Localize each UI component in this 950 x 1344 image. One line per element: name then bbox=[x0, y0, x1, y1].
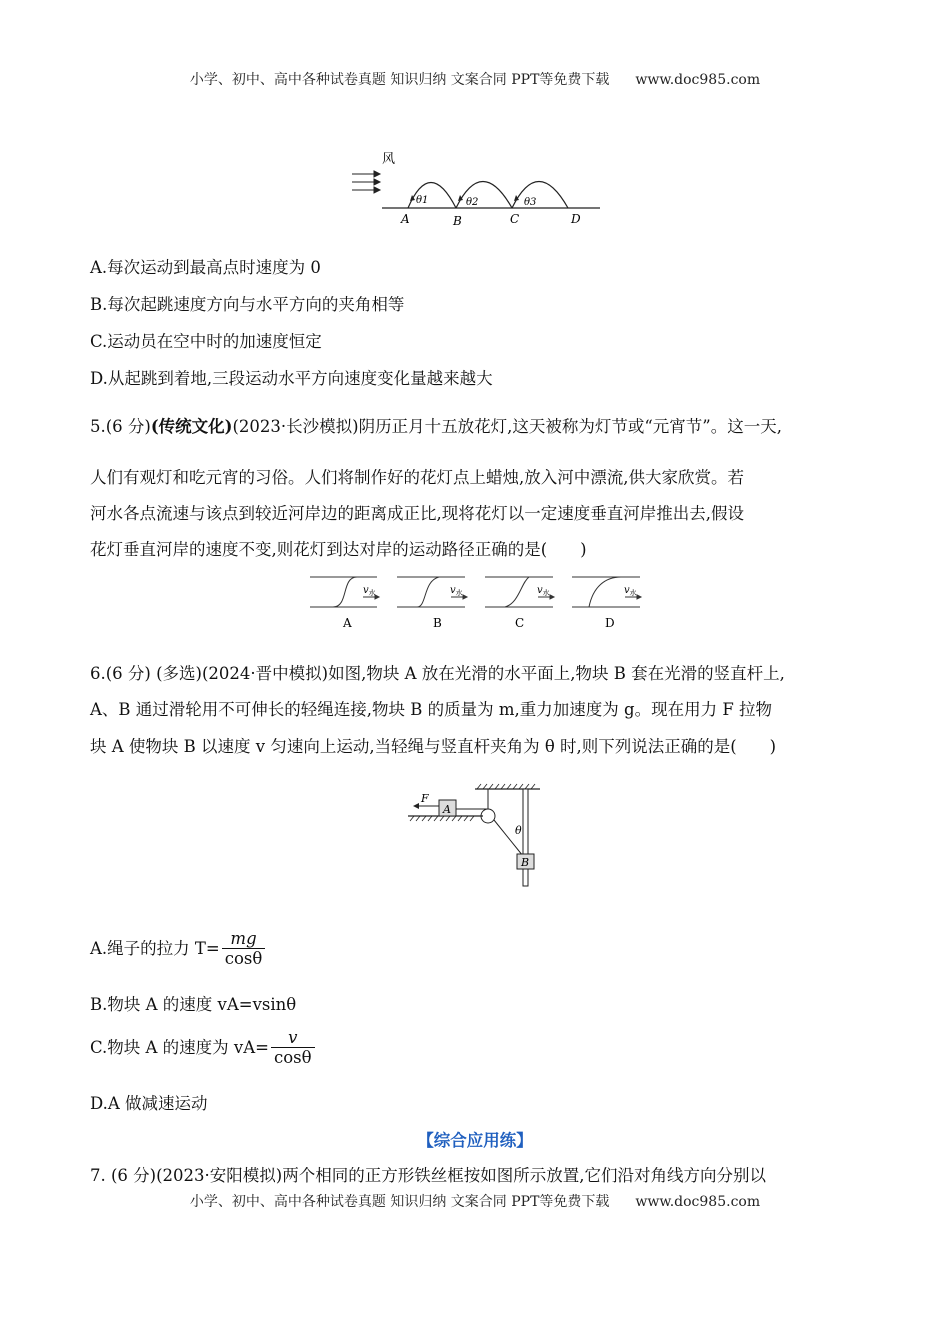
footer-text: 小学、初中、高中各种试卷真题 知识归纳 文案合同 PPT等免费下载 bbox=[189, 1194, 610, 1210]
label-a: A bbox=[343, 616, 352, 630]
point-D: D bbox=[571, 212, 581, 226]
block-b-label: B bbox=[521, 856, 530, 869]
label-d: D bbox=[605, 616, 615, 630]
q6-option-c-text: C.物块 A 的速度为 vA= bbox=[90, 1038, 269, 1057]
jump-trajectory-figure bbox=[340, 145, 610, 230]
q5-line3: 河水各点流速与该点到较近河岸边的距离成正比,现将花灯以一定速度垂直河岸推出去,假设 bbox=[90, 504, 744, 523]
angle-theta1: θ1 bbox=[416, 195, 429, 206]
section-heading: 【综合应用练】 bbox=[417, 1131, 533, 1150]
wind-arrows bbox=[352, 171, 380, 193]
vertical-rod bbox=[523, 789, 528, 886]
q7-line1: 7. (6 分)(2023·安阳模拟)两个相同的正方形铁丝框按如图所示放置,它们沿对角线方向分别以 bbox=[90, 1166, 766, 1185]
q5-number: 5.(6 分) bbox=[90, 417, 151, 436]
q4-option-c: C.运动员在空中时的加速度恒定 bbox=[90, 332, 322, 351]
q5-line1 bbox=[90, 413, 782, 437]
header-text: 小学、初中、高中各种试卷真题 知识归纳 文案合同 PPT等免费下载 bbox=[189, 72, 610, 88]
wind-label: 风 bbox=[382, 152, 396, 167]
q6-option-a bbox=[90, 930, 267, 969]
q6-line3: 块 A 使物块 B 以速度 v 匀速向上运动,当轻绳与竖直杆夹角为 θ 时,则下列说法正确的是( ) bbox=[90, 737, 777, 756]
pulley-figure bbox=[405, 776, 555, 891]
footer-url[interactable]: www.doc985.com bbox=[635, 1194, 761, 1210]
q4-option-d: D.从起跳到着地,三段运动水平方向速度变化量越来越大 bbox=[90, 369, 493, 388]
fraction-v-cos bbox=[271, 1029, 315, 1068]
q6-option-a-text: A.绳子的拉力 T= bbox=[90, 939, 220, 958]
fraction-mg-cos bbox=[222, 930, 266, 969]
velocity-label-d: $v_水$ bbox=[624, 585, 637, 597]
q6-option-d: D.A 做减速运动 bbox=[90, 1094, 208, 1113]
velocity-label-b: $v_水$ bbox=[450, 585, 463, 597]
fraction-numerator: mg bbox=[222, 930, 266, 949]
label-c: C bbox=[515, 616, 525, 630]
point-C: C bbox=[510, 212, 520, 226]
velocity-label-a: $v_水$ bbox=[363, 585, 376, 597]
q5-line1-text: (2023·长沙模拟)阴历正月十五放花灯,这天被称为灯节或“元宵节”。这一天, bbox=[232, 417, 782, 436]
fraction-denominator: cosθ bbox=[274, 1048, 312, 1067]
q6-option-b: B.物块 A 的速度 vA=vsinθ bbox=[90, 995, 297, 1014]
q5-line2: 人们有观灯和吃元宵的习俗。人们将制作好的花灯点上蜡烛,放入河中漂流,供大家欣赏。若 bbox=[90, 468, 744, 487]
q4-option-b: B.每次起跳速度方向与水平方向的夹角相等 bbox=[90, 295, 405, 314]
q4-option-a: A.每次运动到最高点时速度为 0 bbox=[90, 258, 321, 277]
q6-line1: 6.(6 分) (多选)(2024·晋中模拟)如图,物块 A 放在光滑的水平面上,物块 B 套在光滑的竖直杆上, bbox=[90, 664, 785, 683]
velocity-label-c: $v_水$ bbox=[537, 585, 550, 597]
header-url[interactable]: www.doc985.com bbox=[635, 72, 761, 88]
q6-line2: A、B 通过滑轮用不可伸长的轻绳连接,物块 B 的质量为 m,重力加速度为 g。现在用力 F 拉物 bbox=[90, 700, 773, 719]
point-A: A bbox=[401, 212, 410, 226]
angle-theta3: θ3 bbox=[524, 197, 537, 208]
pulley bbox=[481, 809, 495, 823]
trajectories bbox=[408, 182, 568, 209]
lantern-paths-figure bbox=[305, 573, 650, 633]
q5-tag: (传统文化) bbox=[150, 417, 233, 436]
label-b: B bbox=[433, 616, 442, 630]
force-label: F bbox=[421, 792, 429, 805]
q6-option-c bbox=[90, 1029, 317, 1068]
fraction-numerator: v bbox=[271, 1029, 315, 1048]
angle-theta2: θ2 bbox=[466, 197, 479, 208]
page-footer bbox=[0, 1191, 950, 1211]
page-header bbox=[0, 69, 950, 89]
block-a-label: A bbox=[443, 803, 451, 816]
fraction-denominator: cosθ bbox=[224, 949, 263, 968]
q5-line4: 花灯垂直河岸的速度不变,则花灯到达对岸的运动路径正确的是( ) bbox=[90, 540, 587, 559]
point-B: B bbox=[453, 214, 462, 228]
theta-label: θ bbox=[515, 824, 522, 837]
